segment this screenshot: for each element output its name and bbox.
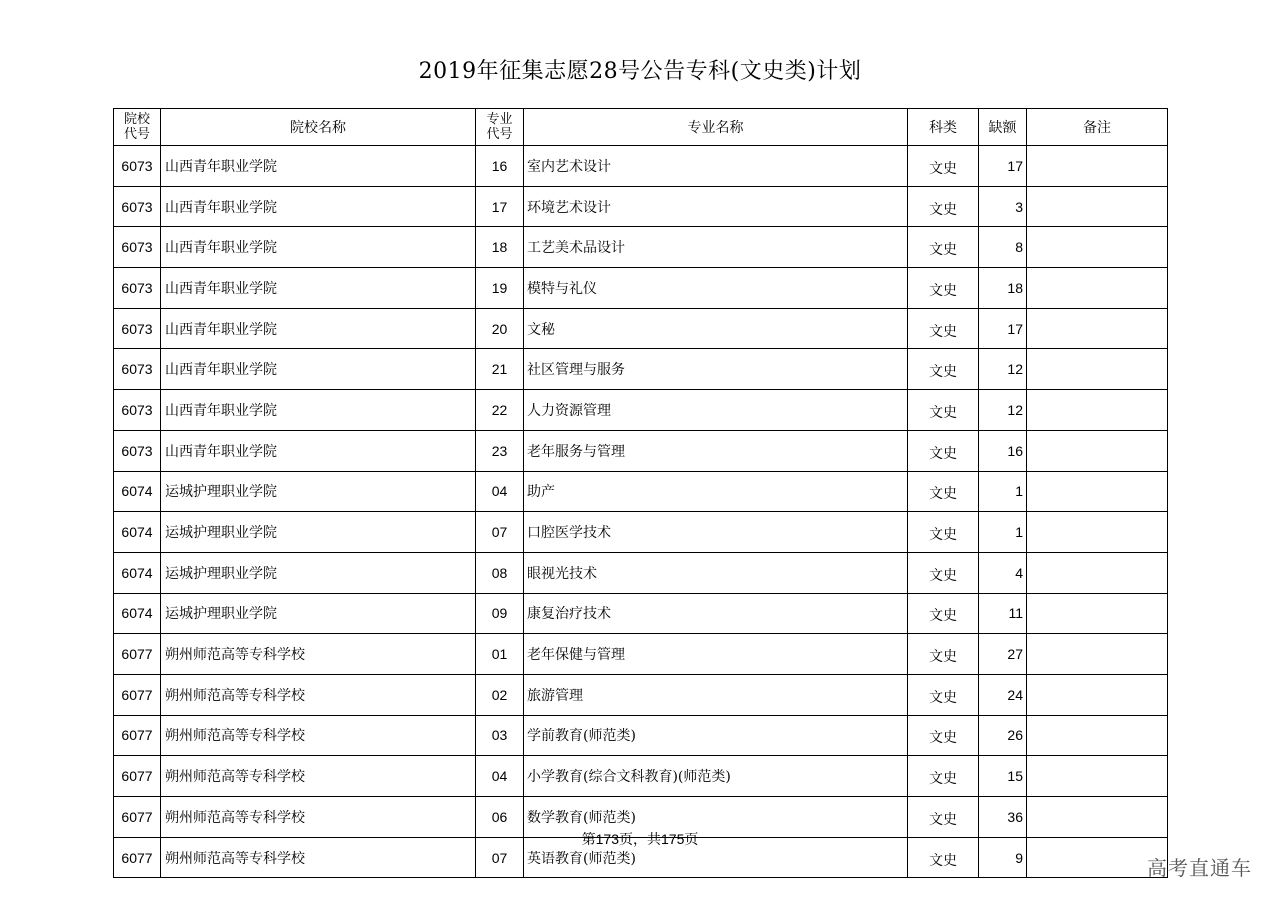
footer-total-pages: 175 <box>661 831 685 847</box>
cell-note <box>1027 512 1168 553</box>
cell-major-name: 旅游管理 <box>524 674 908 715</box>
admission-plan-table <box>113 108 1168 878</box>
cell-school-name: 山西青年职业学院 <box>161 430 476 471</box>
cell-school-code: 6077 <box>114 837 161 878</box>
cell-vacancy: 27 <box>979 634 1027 675</box>
cell-school-name: 运城护理职业学院 <box>161 593 476 634</box>
cell-major-name: 老年保健与管理 <box>524 634 908 675</box>
cell-category: 文史 <box>908 471 979 512</box>
cell-note <box>1027 227 1168 268</box>
cell-major-code: 17 <box>476 186 524 227</box>
header-school-code-line2: 代号 <box>123 127 150 142</box>
cell-category: 文史 <box>908 227 979 268</box>
cell-major-name: 康复治疗技术 <box>524 593 908 634</box>
cell-note <box>1027 186 1168 227</box>
cell-school-code: 6073 <box>114 227 161 268</box>
cell-major-name: 工艺美术品设计 <box>524 227 908 268</box>
cell-vacancy: 1 <box>979 471 1027 512</box>
cell-major-name: 眼视光技术 <box>524 552 908 593</box>
table-row <box>114 308 1168 349</box>
cell-major-name: 数学教育(师范类) <box>524 797 908 838</box>
header-major-code-line1: 专业 <box>486 112 513 127</box>
cell-school-code: 6073 <box>114 308 161 349</box>
header-school-code <box>114 109 161 146</box>
cell-major-name: 社区管理与服务 <box>524 349 908 390</box>
cell-school-name: 运城护理职业学院 <box>161 552 476 593</box>
footer-suffix: 页 <box>684 832 699 848</box>
cell-category: 文史 <box>908 146 979 187</box>
cell-major-name: 人力资源管理 <box>524 390 908 431</box>
cell-category: 文史 <box>908 430 979 471</box>
table-row <box>114 715 1168 756</box>
table-row <box>114 186 1168 227</box>
cell-vacancy: 26 <box>979 715 1027 756</box>
cell-school-code: 6073 <box>114 430 161 471</box>
cell-school-code: 6077 <box>114 715 161 756</box>
cell-major-code: 04 <box>476 756 524 797</box>
cell-major-name: 英语教育(师范类) <box>524 837 908 878</box>
cell-note <box>1027 593 1168 634</box>
table-row <box>114 634 1168 675</box>
cell-note <box>1027 715 1168 756</box>
cell-school-code: 6073 <box>114 390 161 431</box>
cell-category: 文史 <box>908 756 979 797</box>
cell-school-code: 6077 <box>114 797 161 838</box>
cell-category: 文史 <box>908 837 979 878</box>
table-row <box>114 146 1168 187</box>
cell-vacancy: 3 <box>979 186 1027 227</box>
cell-major-code: 06 <box>476 797 524 838</box>
cell-major-code: 21 <box>476 349 524 390</box>
cell-school-code: 6074 <box>114 593 161 634</box>
cell-school-name: 山西青年职业学院 <box>161 390 476 431</box>
page-footer <box>0 829 1280 850</box>
cell-school-name: 山西青年职业学院 <box>161 146 476 187</box>
cell-major-name: 环境艺术设计 <box>524 186 908 227</box>
cell-category: 文史 <box>908 674 979 715</box>
header-major-code <box>476 109 524 146</box>
cell-vacancy: 9 <box>979 837 1027 878</box>
cell-note <box>1027 349 1168 390</box>
cell-category: 文史 <box>908 512 979 553</box>
cell-major-name: 模特与礼仪 <box>524 268 908 309</box>
cell-school-name: 山西青年职业学院 <box>161 308 476 349</box>
cell-category: 文史 <box>908 186 979 227</box>
cell-vacancy: 24 <box>979 674 1027 715</box>
cell-vacancy: 8 <box>979 227 1027 268</box>
cell-school-name: 朔州师范高等专科学校 <box>161 674 476 715</box>
table-row <box>114 471 1168 512</box>
cell-category: 文史 <box>908 634 979 675</box>
cell-school-code: 6073 <box>114 146 161 187</box>
cell-major-code: 07 <box>476 512 524 553</box>
cell-note <box>1027 430 1168 471</box>
cell-school-name: 山西青年职业学院 <box>161 349 476 390</box>
table-row <box>114 430 1168 471</box>
header-vacancy: 缺额 <box>979 109 1027 146</box>
header-major-name: 专业名称 <box>524 109 908 146</box>
cell-note <box>1027 471 1168 512</box>
table-header-row <box>114 109 1168 146</box>
cell-vacancy: 1 <box>979 512 1027 553</box>
table-row <box>114 552 1168 593</box>
cell-school-name: 朔州师范高等专科学校 <box>161 634 476 675</box>
cell-major-name: 口腔医学技术 <box>524 512 908 553</box>
cell-school-name: 朔州师范高等专科学校 <box>161 715 476 756</box>
cell-major-code: 22 <box>476 390 524 431</box>
cell-school-code: 6074 <box>114 512 161 553</box>
cell-school-name: 运城护理职业学院 <box>161 512 476 553</box>
cell-category: 文史 <box>908 308 979 349</box>
table-row <box>114 227 1168 268</box>
cell-school-name: 朔州师范高等专科学校 <box>161 797 476 838</box>
cell-vacancy: 11 <box>979 593 1027 634</box>
cell-school-name: 运城护理职业学院 <box>161 471 476 512</box>
cell-major-code: 23 <box>476 430 524 471</box>
cell-note <box>1027 308 1168 349</box>
table-row <box>114 674 1168 715</box>
cell-school-code: 6077 <box>114 674 161 715</box>
cell-note <box>1027 146 1168 187</box>
cell-school-code: 6077 <box>114 634 161 675</box>
table-row <box>114 349 1168 390</box>
table-row <box>114 756 1168 797</box>
cell-vacancy: 16 <box>979 430 1027 471</box>
cell-school-code: 6074 <box>114 471 161 512</box>
cell-school-code: 6073 <box>114 186 161 227</box>
page-title: 2019年征集志愿28号公告专科(文史类)计划 <box>418 59 862 84</box>
cell-vacancy: 12 <box>979 390 1027 431</box>
cell-note <box>1027 634 1168 675</box>
cell-major-name: 助产 <box>524 471 908 512</box>
cell-major-code: 20 <box>476 308 524 349</box>
cell-school-name: 朔州师范高等专科学校 <box>161 756 476 797</box>
footer-prefix: 第 <box>581 832 596 848</box>
cell-category: 文史 <box>908 349 979 390</box>
cell-note <box>1027 268 1168 309</box>
cell-vacancy: 36 <box>979 797 1027 838</box>
table-row <box>114 593 1168 634</box>
cell-school-code: 6074 <box>114 552 161 593</box>
cell-vacancy: 4 <box>979 552 1027 593</box>
cell-category: 文史 <box>908 268 979 309</box>
cell-major-code: 08 <box>476 552 524 593</box>
cell-note <box>1027 756 1168 797</box>
cell-school-code: 6073 <box>114 268 161 309</box>
cell-major-code: 02 <box>476 674 524 715</box>
header-school-code-line1: 院校 <box>123 112 150 127</box>
header-category: 科类 <box>908 109 979 146</box>
cell-vacancy: 17 <box>979 308 1027 349</box>
cell-vacancy: 15 <box>979 756 1027 797</box>
table-row <box>114 390 1168 431</box>
cell-note <box>1027 552 1168 593</box>
table-row <box>114 268 1168 309</box>
cell-vacancy: 18 <box>979 268 1027 309</box>
cell-category: 文史 <box>908 715 979 756</box>
cell-major-code: 09 <box>476 593 524 634</box>
cell-major-name: 室内艺术设计 <box>524 146 908 187</box>
cell-category: 文史 <box>908 593 979 634</box>
cell-category: 文史 <box>908 390 979 431</box>
cell-major-name: 老年服务与管理 <box>524 430 908 471</box>
cell-school-name: 山西青年职业学院 <box>161 227 476 268</box>
table-row <box>114 512 1168 553</box>
cell-major-code: 03 <box>476 715 524 756</box>
cell-major-name: 小学教育(综合文科教育)(师范类) <box>524 756 908 797</box>
cell-major-code: 01 <box>476 634 524 675</box>
cell-major-code: 16 <box>476 146 524 187</box>
cell-note <box>1027 674 1168 715</box>
cell-major-code: 04 <box>476 471 524 512</box>
cell-major-code: 18 <box>476 227 524 268</box>
cell-school-code: 6073 <box>114 349 161 390</box>
cell-school-name: 山西青年职业学院 <box>161 186 476 227</box>
cell-major-name: 文秘 <box>524 308 908 349</box>
watermark: 高考直通车 <box>1147 856 1252 880</box>
footer-middle: 页，共 <box>619 832 661 848</box>
cell-school-code: 6077 <box>114 756 161 797</box>
cell-major-code: 19 <box>476 268 524 309</box>
cell-category: 文史 <box>908 797 979 838</box>
cell-major-name: 学前教育(师范类) <box>524 715 908 756</box>
cell-note <box>1027 390 1168 431</box>
footer-page-number: 173 <box>595 831 619 847</box>
cell-vacancy: 12 <box>979 349 1027 390</box>
header-school-name: 院校名称 <box>161 109 476 146</box>
header-note: 备注 <box>1027 109 1168 146</box>
cell-school-name: 朔州师范高等专科学校 <box>161 837 476 878</box>
cell-vacancy: 17 <box>979 146 1027 187</box>
header-major-code-line2: 代号 <box>486 127 513 142</box>
cell-major-code: 07 <box>476 837 524 878</box>
cell-category: 文史 <box>908 552 979 593</box>
cell-school-name: 山西青年职业学院 <box>161 268 476 309</box>
